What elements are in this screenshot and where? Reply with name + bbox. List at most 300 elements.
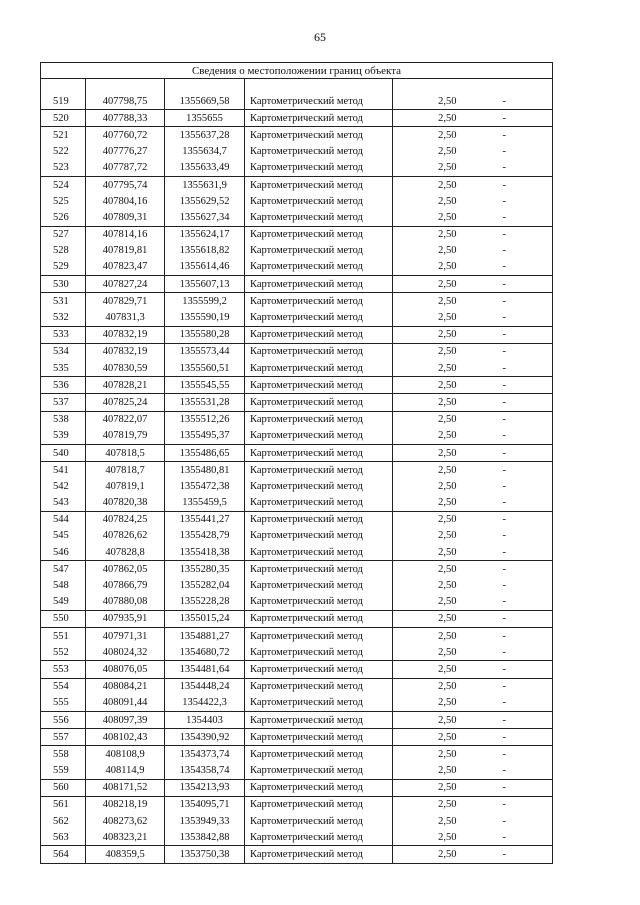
coordinate-x: 407804,16 — [86, 193, 165, 209]
method-cell: Картометрический метод — [245, 561, 393, 578]
description-cell: - — [457, 528, 553, 544]
accuracy-cell: 2,50 — [393, 511, 457, 528]
coordinate-x: 408084,21 — [86, 678, 165, 695]
coordinate-x: 407832,19 — [86, 326, 165, 343]
table-row — [41, 360, 553, 377]
coordinate-x: 407880,08 — [86, 594, 165, 611]
accuracy-cell: 2,50 — [393, 193, 457, 209]
table-row — [41, 478, 553, 494]
accuracy-cell: 2,50 — [393, 276, 457, 293]
coordinate-x: 407787,72 — [86, 160, 165, 177]
coordinate-x: 407798,75 — [86, 93, 165, 110]
point-number: 539 — [41, 428, 86, 445]
coordinate-y: 1355560,51 — [165, 360, 245, 377]
coordinate-y: 1355495,37 — [165, 428, 245, 445]
table-row — [41, 226, 553, 243]
description-cell: - — [457, 779, 553, 796]
accuracy-cell: 2,50 — [393, 661, 457, 678]
coordinate-y: 1354095,71 — [165, 796, 245, 813]
method-cell: Картометрический метод — [245, 628, 393, 645]
table-row — [41, 846, 553, 863]
coordinate-x: 407819,81 — [86, 243, 165, 259]
description-cell: - — [457, 644, 553, 661]
coordinate-x: 408076,05 — [86, 661, 165, 678]
coordinate-x: 407826,62 — [86, 528, 165, 544]
coordinate-x: 407866,79 — [86, 577, 165, 593]
point-number: 537 — [41, 394, 86, 411]
point-number: 554 — [41, 678, 86, 695]
accuracy-cell: 2,50 — [393, 577, 457, 593]
accuracy-cell: 2,50 — [393, 495, 457, 512]
point-number: 542 — [41, 478, 86, 494]
point-number: 519 — [41, 93, 86, 110]
point-number: 556 — [41, 711, 86, 728]
table-row — [41, 813, 553, 829]
coordinate-x: 407818,5 — [86, 444, 165, 461]
table-row — [41, 829, 553, 846]
accuracy-cell: 2,50 — [393, 259, 457, 276]
description-cell: - — [457, 695, 553, 712]
description-cell: - — [457, 577, 553, 593]
coordinate-y: 1354213,93 — [165, 779, 245, 796]
table-row — [41, 309, 553, 326]
table-row — [41, 695, 553, 712]
description-cell: - — [457, 411, 553, 428]
coordinate-y: 1355637,28 — [165, 127, 245, 144]
coordinate-y: 1355627,34 — [165, 209, 245, 226]
coordinate-y: 1355631,9 — [165, 176, 245, 193]
method-cell: Картометрический метод — [245, 93, 393, 110]
point-number: 562 — [41, 813, 86, 829]
description-cell: - — [457, 326, 553, 343]
coordinate-x: 407828,8 — [86, 544, 165, 561]
coordinate-x: 407824,25 — [86, 511, 165, 528]
description-cell: - — [457, 628, 553, 645]
coordinate-x: 407971,31 — [86, 628, 165, 645]
accuracy-cell: 2,50 — [393, 561, 457, 578]
coordinate-y: 1355015,24 — [165, 610, 245, 627]
method-cell: Картометрический метод — [245, 160, 393, 177]
coordinate-y: 1355573,44 — [165, 343, 245, 360]
point-number: 545 — [41, 528, 86, 544]
coordinate-y: 1354448,24 — [165, 678, 245, 695]
coordinate-x: 408097,39 — [86, 711, 165, 728]
description-cell: - — [457, 610, 553, 627]
accuracy-cell: 2,50 — [393, 428, 457, 445]
coordinate-x: 408359,5 — [86, 846, 165, 863]
description-cell: - — [457, 259, 553, 276]
table-row — [41, 259, 553, 276]
point-number: 535 — [41, 360, 86, 377]
method-cell: Картометрический метод — [245, 243, 393, 259]
description-cell: - — [457, 763, 553, 780]
method-cell: Картометрический метод — [245, 594, 393, 611]
method-cell: Картометрический метод — [245, 360, 393, 377]
accuracy-cell: 2,50 — [393, 209, 457, 226]
table-row — [41, 176, 553, 193]
coordinate-x: 408024,32 — [86, 644, 165, 661]
method-cell: Картометрический метод — [245, 144, 393, 160]
table-row — [41, 561, 553, 578]
accuracy-cell: 2,50 — [393, 360, 457, 377]
coordinate-x: 407809,31 — [86, 209, 165, 226]
table-row — [41, 428, 553, 445]
table-row — [41, 444, 553, 461]
table-row — [41, 644, 553, 661]
description-cell: - — [457, 746, 553, 763]
description-cell: - — [457, 544, 553, 561]
page-number: 65 — [314, 30, 326, 44]
method-cell: Картометрический метод — [245, 127, 393, 144]
table-row — [41, 746, 553, 763]
point-number: 527 — [41, 226, 86, 243]
point-number: 544 — [41, 511, 86, 528]
point-number: 538 — [41, 411, 86, 428]
table-row — [41, 779, 553, 796]
accuracy-cell: 2,50 — [393, 160, 457, 177]
table-row — [41, 411, 553, 428]
accuracy-cell: 2,50 — [393, 462, 457, 479]
coordinate-y: 1355228,28 — [165, 594, 245, 611]
point-number: 552 — [41, 644, 86, 661]
table-row — [41, 243, 553, 259]
accuracy-cell: 2,50 — [393, 796, 457, 813]
accuracy-cell: 2,50 — [393, 779, 457, 796]
coordinate-y: 1355624,17 — [165, 226, 245, 243]
point-number: 525 — [41, 193, 86, 209]
description-cell: - — [457, 293, 553, 310]
method-cell: Картометрический метод — [245, 763, 393, 780]
table-title: Сведения о местоположении границ объекта — [41, 63, 553, 79]
coordinate-y: 1355618,82 — [165, 243, 245, 259]
description-cell: - — [457, 444, 553, 461]
accuracy-cell: 2,50 — [393, 444, 457, 461]
coordinate-x: 407760,72 — [86, 127, 165, 144]
accuracy-cell: 2,50 — [393, 528, 457, 544]
point-number: 547 — [41, 561, 86, 578]
accuracy-cell: 2,50 — [393, 644, 457, 661]
coordinate-x: 407828,21 — [86, 377, 165, 394]
method-cell: Картометрический метод — [245, 644, 393, 661]
method-cell: Картометрический метод — [245, 711, 393, 728]
table-row — [41, 394, 553, 411]
accuracy-cell: 2,50 — [393, 110, 457, 127]
accuracy-cell: 2,50 — [393, 144, 457, 160]
point-number: 529 — [41, 259, 86, 276]
table-row — [41, 511, 553, 528]
method-cell: Картометрический метод — [245, 779, 393, 796]
accuracy-cell: 2,50 — [393, 226, 457, 243]
description-cell: - — [457, 243, 553, 259]
point-number: 528 — [41, 243, 86, 259]
method-cell: Картометрический метод — [245, 293, 393, 310]
point-number: 543 — [41, 495, 86, 512]
point-number: 536 — [41, 377, 86, 394]
method-cell: Картометрический метод — [245, 678, 393, 695]
point-number: 524 — [41, 176, 86, 193]
point-number: 557 — [41, 729, 86, 746]
point-number: 564 — [41, 846, 86, 863]
accuracy-cell: 2,50 — [393, 293, 457, 310]
accuracy-cell: 2,50 — [393, 763, 457, 780]
table-row — [41, 796, 553, 813]
description-cell: - — [457, 309, 553, 326]
point-number: 522 — [41, 144, 86, 160]
method-cell: Картометрический метод — [245, 343, 393, 360]
coordinate-y: 1354373,74 — [165, 746, 245, 763]
point-number: 541 — [41, 462, 86, 479]
coordinate-x: 408218,19 — [86, 796, 165, 813]
table-row — [41, 678, 553, 695]
boundary-table — [40, 62, 553, 864]
method-cell: Картометрический метод — [245, 259, 393, 276]
point-number: 551 — [41, 628, 86, 645]
description-cell: - — [457, 144, 553, 160]
coordinate-y: 1355512,26 — [165, 411, 245, 428]
coordinate-x: 408091,44 — [86, 695, 165, 712]
point-number: 540 — [41, 444, 86, 461]
coordinate-x: 407814,16 — [86, 226, 165, 243]
accuracy-cell: 2,50 — [393, 377, 457, 394]
table-row — [41, 610, 553, 627]
coordinate-y: 1354422,3 — [165, 695, 245, 712]
method-cell: Картометрический метод — [245, 428, 393, 445]
table-row — [41, 661, 553, 678]
accuracy-cell: 2,50 — [393, 829, 457, 846]
coordinate-x: 407823,47 — [86, 259, 165, 276]
point-number: 550 — [41, 610, 86, 627]
coordinate-x: 407825,24 — [86, 394, 165, 411]
description-cell: - — [457, 160, 553, 177]
coordinate-y: 1355633,49 — [165, 160, 245, 177]
accuracy-cell: 2,50 — [393, 127, 457, 144]
coordinate-y: 1353750,38 — [165, 846, 245, 863]
coordinate-x: 407819,1 — [86, 478, 165, 494]
table-row — [41, 127, 553, 144]
table-row — [41, 729, 553, 746]
accuracy-cell: 2,50 — [393, 411, 457, 428]
coordinate-x: 408273,62 — [86, 813, 165, 829]
point-number: 530 — [41, 276, 86, 293]
method-cell: Картометрический метод — [245, 478, 393, 494]
point-number: 523 — [41, 160, 86, 177]
point-number: 555 — [41, 695, 86, 712]
coordinate-y: 1355280,35 — [165, 561, 245, 578]
coordinate-x: 407788,33 — [86, 110, 165, 127]
description-cell: - — [457, 661, 553, 678]
description-cell: - — [457, 127, 553, 144]
coordinate-x: 407820,38 — [86, 495, 165, 512]
description-cell: - — [457, 276, 553, 293]
accuracy-cell: 2,50 — [393, 176, 457, 193]
method-cell: Картометрический метод — [245, 495, 393, 512]
coordinate-y: 1354881,27 — [165, 628, 245, 645]
coordinate-y: 1354481,64 — [165, 661, 245, 678]
coordinate-x: 407831,3 — [86, 309, 165, 326]
table-row — [41, 763, 553, 780]
method-cell: Картометрический метод — [245, 729, 393, 746]
table-row — [41, 528, 553, 544]
point-number: 548 — [41, 577, 86, 593]
table-row — [41, 326, 553, 343]
accuracy-cell: 2,50 — [393, 678, 457, 695]
method-cell: Картометрический метод — [245, 661, 393, 678]
accuracy-cell: 2,50 — [393, 846, 457, 863]
description-cell: - — [457, 93, 553, 110]
table-spacer-row — [41, 79, 553, 94]
description-cell: - — [457, 478, 553, 494]
table-row — [41, 93, 553, 110]
coordinate-x: 407832,19 — [86, 343, 165, 360]
accuracy-cell: 2,50 — [393, 813, 457, 829]
accuracy-cell: 2,50 — [393, 343, 457, 360]
description-cell: - — [457, 729, 553, 746]
accuracy-cell: 2,50 — [393, 628, 457, 645]
point-number: 534 — [41, 343, 86, 360]
description-cell: - — [457, 796, 553, 813]
coordinate-y: 1355655 — [165, 110, 245, 127]
coordinate-x: 408102,43 — [86, 729, 165, 746]
method-cell: Картометрический метод — [245, 377, 393, 394]
accuracy-cell: 2,50 — [393, 594, 457, 611]
method-cell: Картометрический метод — [245, 411, 393, 428]
coordinate-x: 408323,21 — [86, 829, 165, 846]
method-cell: Картометрический метод — [245, 276, 393, 293]
method-cell: Картометрический метод — [245, 846, 393, 863]
point-number: 559 — [41, 763, 86, 780]
point-number: 531 — [41, 293, 86, 310]
coordinate-y: 1355634,7 — [165, 144, 245, 160]
coordinate-y: 1355472,38 — [165, 478, 245, 494]
coordinate-y: 1355282,04 — [165, 577, 245, 593]
table-row — [41, 293, 553, 310]
description-cell: - — [457, 511, 553, 528]
accuracy-cell: 2,50 — [393, 746, 457, 763]
method-cell: Картометрический метод — [245, 544, 393, 561]
coordinate-y: 1354358,74 — [165, 763, 245, 780]
accuracy-cell: 2,50 — [393, 610, 457, 627]
method-cell: Картометрический метод — [245, 394, 393, 411]
method-cell: Картометрический метод — [245, 226, 393, 243]
coordinate-x: 407819,79 — [86, 428, 165, 445]
coordinate-y: 1355545,55 — [165, 377, 245, 394]
point-number: 546 — [41, 544, 86, 561]
method-cell: Картометрический метод — [245, 309, 393, 326]
description-cell: - — [457, 343, 553, 360]
table-row — [41, 110, 553, 127]
description-cell: - — [457, 813, 553, 829]
table-row — [41, 628, 553, 645]
point-number: 526 — [41, 209, 86, 226]
accuracy-cell: 2,50 — [393, 243, 457, 259]
coordinate-x: 407829,71 — [86, 293, 165, 310]
method-cell: Картометрический метод — [245, 829, 393, 846]
point-number: 561 — [41, 796, 86, 813]
coordinate-y: 1355599,2 — [165, 293, 245, 310]
description-cell: - — [457, 360, 553, 377]
coordinate-x: 407776,27 — [86, 144, 165, 160]
table-row — [41, 711, 553, 728]
accuracy-cell: 2,50 — [393, 729, 457, 746]
table-row — [41, 160, 553, 177]
method-cell: Картометрический метод — [245, 577, 393, 593]
coordinate-y: 1355580,28 — [165, 326, 245, 343]
table-row — [41, 209, 553, 226]
accuracy-cell: 2,50 — [393, 544, 457, 561]
coordinate-x: 407822,07 — [86, 411, 165, 428]
point-number: 532 — [41, 309, 86, 326]
description-cell: - — [457, 846, 553, 863]
method-cell: Картометрический метод — [245, 110, 393, 127]
accuracy-cell: 2,50 — [393, 394, 457, 411]
coordinate-y: 1355531,28 — [165, 394, 245, 411]
coordinate-x: 407862,05 — [86, 561, 165, 578]
accuracy-cell: 2,50 — [393, 711, 457, 728]
point-number: 533 — [41, 326, 86, 343]
point-number: 560 — [41, 779, 86, 796]
table-row — [41, 144, 553, 160]
description-cell: - — [457, 377, 553, 394]
description-cell: - — [457, 110, 553, 127]
table-row — [41, 544, 553, 561]
table-row — [41, 594, 553, 611]
table-row — [41, 276, 553, 293]
table-row — [41, 193, 553, 209]
description-cell: - — [457, 462, 553, 479]
description-cell: - — [457, 176, 553, 193]
method-cell: Картометрический метод — [245, 528, 393, 544]
method-cell: Картометрический метод — [245, 813, 393, 829]
point-number: 549 — [41, 594, 86, 611]
coordinate-x: 407830,59 — [86, 360, 165, 377]
coordinate-x: 407795,74 — [86, 176, 165, 193]
description-cell: - — [457, 711, 553, 728]
coordinate-x: 408108,9 — [86, 746, 165, 763]
table-row — [41, 343, 553, 360]
accuracy-cell: 2,50 — [393, 326, 457, 343]
method-cell: Картометрический метод — [245, 511, 393, 528]
coordinate-y: 1355418,38 — [165, 544, 245, 561]
description-cell: - — [457, 193, 553, 209]
table-row — [41, 462, 553, 479]
method-cell: Картометрический метод — [245, 193, 393, 209]
description-cell: - — [457, 495, 553, 512]
point-number: 520 — [41, 110, 86, 127]
coordinate-y: 1355614,46 — [165, 259, 245, 276]
coordinate-y: 1354680,72 — [165, 644, 245, 661]
coordinate-y: 1355629,52 — [165, 193, 245, 209]
method-cell: Картометрический метод — [245, 444, 393, 461]
coordinate-y: 1355669,58 — [165, 93, 245, 110]
table-body — [41, 63, 553, 864]
method-cell: Картометрический метод — [245, 176, 393, 193]
table-title-row — [41, 63, 553, 79]
method-cell: Картометрический метод — [245, 695, 393, 712]
coordinate-x: 408114,9 — [86, 763, 165, 780]
coordinate-y: 1355590,19 — [165, 309, 245, 326]
description-cell: - — [457, 394, 553, 411]
description-cell: - — [457, 226, 553, 243]
accuracy-cell: 2,50 — [393, 695, 457, 712]
description-cell: - — [457, 428, 553, 445]
method-cell: Картометрический метод — [245, 462, 393, 479]
table-row — [41, 577, 553, 593]
description-cell: - — [457, 594, 553, 611]
point-number: 553 — [41, 661, 86, 678]
coordinate-y: 1355441,27 — [165, 511, 245, 528]
method-cell: Картометрический метод — [245, 326, 393, 343]
description-cell: - — [457, 209, 553, 226]
